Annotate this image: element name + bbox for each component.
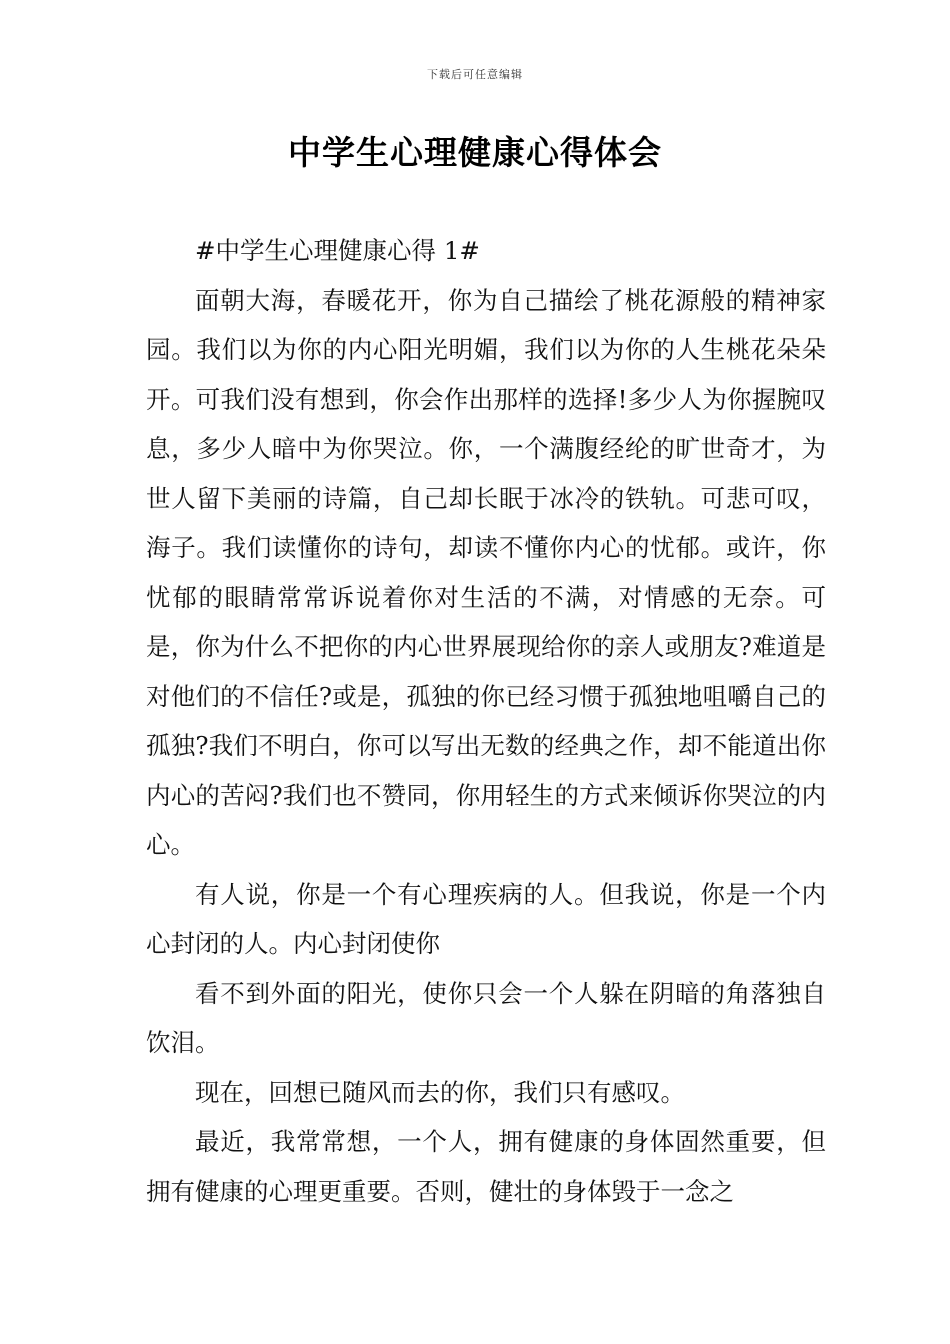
document-body bbox=[146, 226, 826, 1216]
body-paragraph-3: 看不到外面的阳光，使你只会一个人躲在阴暗的角落独自饮泪。 bbox=[146, 978, 826, 1057]
body-paragraph-1: 面朝大海，春暖花开，你为自己描绘了桃花源般的精神家园。我们以为你的内心阳光明媚，我们以为你的人生桃花朵朵开。可我们没有想到，你会作出那样的选择!多少人为你握腕叹息，多少人暗中为你哭泣。你，一个满腹经纶的旷世奇才，为世人留下美丽的诗篇，自己却长眠于冰冷的铁轨。可悲可叹，海子。我们读懂你的诗句，却读不懂你内心的忧郁。或许，你忧郁的眼睛常常诉说着你对生活的不满，对情感的无奈。可是，你为什么不把你的内心世界展现给你的亲人或朋友?难道是对他们的不信任?或是，孤独的你已经习惯于孤独地咀嚼自己的孤独?我们不明白，你可以写出无数的经典之作，却不能道出你内心的苦闷?我们也不赞同，你用轻生的方式来倾诉你哭泣的内心。 bbox=[146, 285, 826, 859]
body-paragraph-5: 最近，我常常想，一个人，拥有健康的身体固然重要，但拥有健康的心理更重要。否则，健壮的身体毁于一念之 bbox=[146, 1127, 826, 1206]
section-heading: #中学生心理健康心得 1# bbox=[195, 236, 480, 265]
header-note: 下载后可任意编辑 bbox=[427, 68, 523, 81]
document-title: 中学生心理健康心得体会 bbox=[288, 133, 662, 172]
body-paragraph-2: 有人说，你是一个有心理疾病的人。但我说，你是一个内心封闭的人。内心封闭使你 bbox=[146, 879, 826, 958]
body-paragraph-4: 现在，回想已随风而去的你，我们只有感叹。 bbox=[195, 1077, 685, 1107]
